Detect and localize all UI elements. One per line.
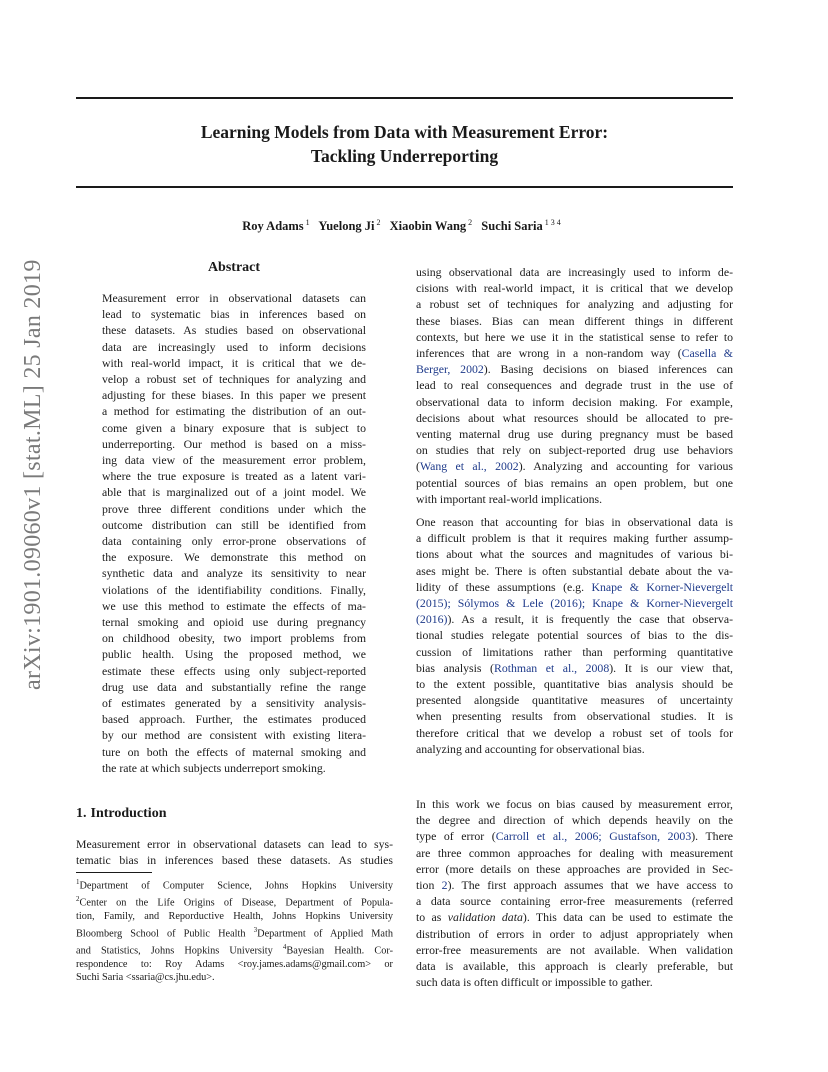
citation-link[interactable]: Knape & Korner-Nievergelt <box>591 579 734 594</box>
author-affiliation: 1 3 4 <box>544 218 561 227</box>
paragraph-line: tion 2). The first approach assumes that we have access to <box>416 878 733 893</box>
citation-link[interactable]: Berger, 2002 <box>416 362 484 377</box>
footnote-mark: 3 <box>253 925 258 934</box>
abstract-line: a method for estimating the distribution of an out- <box>102 404 366 419</box>
abstract-line: data are increasingly used to inform decisions <box>102 339 366 354</box>
abstract-line: underreporting. Our method is based on a miss- <box>102 436 366 451</box>
footnote-line: tion, Family, and Reporductive Health, Johns Hopkins University <box>76 911 393 923</box>
author-name: Roy Adams <box>242 219 304 234</box>
paragraph-line: lidity of these assumptions (e.g. Knape & Korner-Nievergelt <box>416 579 734 594</box>
author-name: Suchi Saria <box>481 219 543 234</box>
paragraph-line: when presenting results from observational studies. It is <box>416 709 733 724</box>
abstract-line: on childhood obesity, two import problems from <box>102 631 366 646</box>
section-ref-link[interactable]: 2 <box>441 878 448 893</box>
paragraph-line: decisions about what resources should be allocated to pre- <box>416 410 733 425</box>
paragraph-line: the degree and direction of which depends heavily on the <box>416 813 733 828</box>
introduction-body <box>76 836 393 868</box>
paragraph-line: to as validation data). This data can be used to estimate the <box>416 910 734 925</box>
intro-paragraph-3 <box>416 796 733 990</box>
affiliation-footnote <box>76 876 393 985</box>
paragraph-line: One reason that accounting for bias in observational data is <box>416 515 733 529</box>
abstract-line: by our method are consistent with existing litera- <box>102 728 366 743</box>
paragraph-line: type of error (Carroll et al., 2006; Gustafson, 2003). There <box>416 829 733 844</box>
abstract-line: with real-world impact, it is critical that we de- <box>102 355 366 370</box>
paragraph-line: error (more details on these approaches are provided in Sec- <box>416 861 733 876</box>
paragraph-line: lead to real consequences and degrade trust in the use of <box>416 378 733 393</box>
abstract-line: public health. Using the proposed method, we <box>102 647 366 662</box>
author-affiliation: 1 <box>305 218 310 227</box>
paragraph-line: bias analysis (Rothman et al., 2008). It is our view that, <box>416 660 733 675</box>
footnote-mark: 2 <box>76 895 80 904</box>
citation-link[interactable]: Wang et al., 2002 <box>419 459 519 474</box>
abstract-line: the exposure. We demonstrate this method on <box>102 550 366 565</box>
author-name: Xiaobin Wang <box>389 219 467 234</box>
paragraph-line: on studies that rely on subject-reported drug use behaviors <box>416 443 733 458</box>
paragraph-line: error-free measurements are not available. When validation <box>416 942 733 957</box>
paragraph-line: inferences that are wrong in a non-random way (Casella & <box>416 346 733 361</box>
section-heading-introduction <box>76 806 166 822</box>
paragraph-line: therefore critical that we develop a robust set of tools for <box>416 725 733 740</box>
title-line-1: Learning Models from Data with Measurement Error: <box>200 122 609 142</box>
paragraph-line: Berger, 2002). Basing decisions on biased inferences can <box>416 362 733 377</box>
paragraph-line: using observational data are increasingly used to inform de- <box>416 265 733 279</box>
paragraph-line: tions about what the sources and magnitudes of various bi- <box>416 547 733 562</box>
abstract-line: ternal smoking and opioid use during pregnancy <box>102 615 366 630</box>
abstract-line: velop a robust set of techniques for analyzing and <box>102 372 366 387</box>
abstract-line: outcome distribution can still be identified from <box>102 517 366 532</box>
intro-line: Measurement error in observational datasets can lead to sys- <box>76 837 393 851</box>
paragraph-line: cussion of limitations rather than performing quantitative <box>416 644 733 659</box>
abstract-line: estimate these effects using only subject-reported <box>102 663 366 678</box>
footnote-line: Bloomberg School of Public Health $^3$Department of Applied Math <box>76 925 393 940</box>
intro-line: tematic bias in inferences based these datasets. As studies <box>76 853 393 868</box>
paragraph-line: distribution of errors in order to adjust appropriately when <box>416 926 733 941</box>
title-line-2: Tackling Underreporting <box>310 146 499 166</box>
title-rule-top <box>76 97 733 99</box>
section-title: Introduction <box>90 806 167 821</box>
abstract-line: data containing only error-prone observations of <box>102 534 366 549</box>
footnote-line: $^2$Center on the Life Origins of Disease, Department of Popula- <box>76 895 393 909</box>
paragraph-line: such data is often difficult or impossible to gather. <box>416 975 653 990</box>
paragraph-line: to the extent possible, quantitative bias analysis should be <box>416 677 733 692</box>
abstract-line: prove three different conditions under which the <box>102 501 366 516</box>
abstract-line: come given a binary exposure that is subject to <box>102 420 366 435</box>
paragraph-line: contexts, but here we use it in the statistical sense to refer to <box>416 329 733 344</box>
paper-title <box>76 120 733 168</box>
paragraph-line: a difficult problem is that it requires making further assump- <box>416 531 733 546</box>
citation-link[interactable]: Rothman et al., 2008 <box>493 660 610 675</box>
footnote-line: and Statistics, Johns Hopkins University $^4$Bayesian Health. Cor- <box>76 942 393 957</box>
paragraph-line: venting maternal drug use during pregnancy must be based <box>416 427 733 442</box>
paragraph-line: these biases. Bias can mean different things in different <box>416 313 733 328</box>
paragraph-line: a data source containing error-free measurements (referred <box>416 894 733 909</box>
abstract-heading: Abstract <box>207 260 261 275</box>
intro-paragraph-2 <box>416 514 733 757</box>
abstract-line: drug use data and substantially refine the range <box>102 679 366 694</box>
footnote-mark: 1 <box>76 878 80 886</box>
abstract-line: synthetic data and analyze its sensitivity to near <box>102 566 366 581</box>
citation-link[interactable]: (2016) <box>416 612 448 627</box>
abstract-line: Measurement error in observational datasets can <box>102 291 366 305</box>
paragraph-line: presented alongside quantitative measures of uncertainty <box>416 693 733 708</box>
paragraph-line: a robust set of techniques for analyzing and adjusting for <box>416 297 733 312</box>
abstract-line: of estimates generated by a sensitivity analysis- <box>102 696 366 711</box>
footnote-line: respondence to: Roy Adams <roy.james.adams@gmail.com> or <box>76 958 393 970</box>
abstract-line: where the true exposure is treated as a latent vari- <box>102 469 366 484</box>
emphasis-term: validation data <box>447 910 523 925</box>
paragraph-line: observational data to inform decision making. For example, <box>416 394 733 409</box>
abstract-body <box>102 290 366 776</box>
abstract-line: these datasets. As studies based on observational <box>102 323 366 338</box>
paragraph-line: with important real-world implications. <box>416 491 603 506</box>
citation-link[interactable]: Casella & <box>681 346 733 361</box>
citation-link[interactable]: Carroll et al., 2006; Gustafson, 2003 <box>495 829 692 844</box>
title-rule-bottom <box>76 186 733 188</box>
author-affiliation: 2 <box>468 218 473 227</box>
abstract-line: based approach. Further, the estimates produced <box>102 712 366 727</box>
arxiv-identifier-stamp: arXiv:1901.09060v1 [stat.ML] 25 Jan 2019 <box>20 259 46 690</box>
abstract-line: we use this method to estimate the effects of ma- <box>102 598 366 613</box>
abstract-line: able that is marginalized out of a joint model. We <box>102 485 366 500</box>
citation-link[interactable]: (2015); Sólymos & Lele (2016); Knape & Korner-Nievergelt <box>416 596 733 611</box>
abstract-line: adjusting for these biases. In this paper we present <box>102 388 366 403</box>
abstract-line: lead to systematic bias in inferences based on <box>102 307 366 322</box>
paragraph-line: ases might be. There is often substantial debate about the va- <box>416 563 733 578</box>
paragraph-line: potential sources of bias remains an open problem, but one <box>416 475 733 490</box>
author-name: Yuelong Ji <box>318 219 375 234</box>
author-affiliation: 2 <box>376 218 381 227</box>
paragraph-line: data is available, this approach is clearly preferable, but <box>416 959 733 974</box>
abstract-line: ture on both the effects of maternal smoking and <box>102 744 366 759</box>
abstract-line: ing data view of the measurement error problem, <box>102 453 366 468</box>
paragraph-line: tional studies relegate potential sources of bias to the dis- <box>416 628 733 643</box>
footnote-line: Suchi Saria <ssaria@cs.jhu.edu>. <box>76 972 215 984</box>
paragraph-line: are three common approaches for dealing with measurement <box>416 845 733 860</box>
section-number: 1. <box>76 806 87 821</box>
intro-paragraph-1 <box>416 264 733 507</box>
footnote-mark: 4 <box>282 942 287 951</box>
abstract-line: violations of the identifiability conditions. Finally, <box>102 582 366 597</box>
paragraph-line: (2016)). As a result, it is frequently the case that observa- <box>416 612 733 627</box>
footnote-rule <box>76 872 152 873</box>
abstract-line: the rate at which subjects underreport smoking. <box>102 760 326 775</box>
footnote-line: $^1$Department of Computer Science, Johns Hopkins University <box>76 878 393 892</box>
paragraph-line: In this work we focus on bias caused by measurement error, <box>416 797 733 811</box>
paragraph-line: analyzing and accounting for observational bias. <box>416 741 645 756</box>
paragraph-line: cisions with real-world impact, it is critical that we develop <box>416 281 733 296</box>
paragraph-line: (Wang et al., 2002). Analyzing and accounting for various <box>416 459 733 474</box>
author-list <box>76 214 733 235</box>
